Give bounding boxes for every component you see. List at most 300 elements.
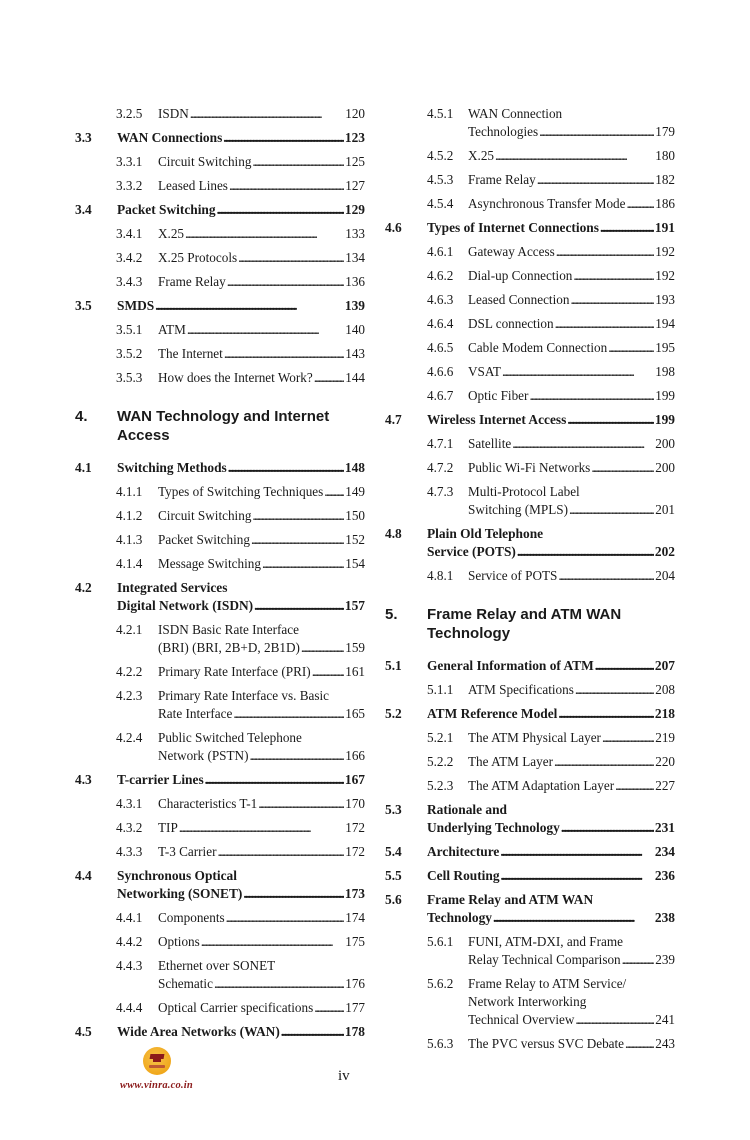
page-ref: 194 xyxy=(655,316,675,331)
section-title: SMDS xyxy=(117,298,155,313)
toc-entry[interactable] xyxy=(116,345,365,363)
page-ref: 120 xyxy=(345,106,365,121)
page-ref: 157 xyxy=(344,598,365,613)
section-number: 5.6.3 xyxy=(427,1036,454,1051)
toc-entry[interactable] xyxy=(116,795,365,813)
chapter-number: 4. xyxy=(75,408,88,425)
toc-entry[interactable] xyxy=(427,459,675,477)
leader-dots xyxy=(205,771,344,789)
leader-dots xyxy=(608,339,654,357)
toc-entry[interactable] xyxy=(385,843,675,861)
toc-entry[interactable] xyxy=(385,867,675,885)
toc-entry[interactable] xyxy=(116,933,365,951)
section-title: Rationale and xyxy=(427,802,507,817)
section-number: 5.2.3 xyxy=(427,778,454,793)
leader-dots xyxy=(281,1023,344,1041)
leader-dots xyxy=(314,999,344,1017)
section-title: Network Interworking xyxy=(468,994,587,1009)
page-ref: 179 xyxy=(655,124,675,139)
leader-dots xyxy=(575,1011,654,1029)
leader-dots xyxy=(555,315,655,333)
page-ref: 172 xyxy=(345,844,365,859)
leader-dots xyxy=(324,483,344,501)
chapter-heading[interactable] xyxy=(75,407,365,445)
leader-dots xyxy=(224,345,344,363)
leader-dots xyxy=(501,867,654,885)
toc-entry[interactable] xyxy=(116,621,365,657)
section-title: ISDN xyxy=(158,106,189,121)
section-number: 5.5 xyxy=(385,868,402,883)
leader-dots xyxy=(155,297,344,315)
page-ref: 243 xyxy=(655,1036,675,1051)
toc-entry[interactable] xyxy=(116,225,365,243)
page-ref: 176 xyxy=(345,976,365,991)
toc-entry[interactable] xyxy=(427,291,675,309)
section-title: Leased Lines xyxy=(158,178,228,193)
toc-entry[interactable] xyxy=(427,729,675,747)
section-number: 4.5.4 xyxy=(427,196,454,211)
section-title: Relay Technical Comparison xyxy=(468,952,621,967)
toc-entry[interactable] xyxy=(116,531,365,549)
leader-dots xyxy=(567,411,654,429)
toc-entry[interactable] xyxy=(427,243,675,261)
section-title: The ATM Physical Layer xyxy=(468,730,601,745)
section-number: 4.5.1 xyxy=(427,106,454,121)
page-ref: 186 xyxy=(655,196,675,211)
section-number: 3.2.5 xyxy=(116,106,143,121)
page-ref: 219 xyxy=(655,730,675,745)
leader-dots xyxy=(254,597,344,615)
toc-entry[interactable] xyxy=(427,483,675,519)
section-number: 4.4 xyxy=(75,868,92,883)
leader-dots xyxy=(625,1035,654,1053)
toc-entry[interactable] xyxy=(75,129,365,147)
section-title: Circuit Switching xyxy=(158,154,252,169)
toc-entry[interactable] xyxy=(427,975,675,1029)
leader-dots xyxy=(517,543,654,561)
leader-dots xyxy=(217,843,344,861)
leader-dots xyxy=(201,933,344,951)
section-title: X.25 Protocols xyxy=(158,250,238,265)
toc-entry[interactable] xyxy=(385,705,675,723)
page-ref: 177 xyxy=(345,1000,365,1015)
section-number: 3.5.1 xyxy=(116,322,143,337)
section-title: Technical Overview xyxy=(468,1012,575,1027)
toc-entry[interactable] xyxy=(427,681,675,699)
graduation-cap-icon xyxy=(143,1047,171,1075)
section-number: 5.6.2 xyxy=(427,976,454,991)
page-ref: 170 xyxy=(345,796,365,811)
toc-entry[interactable] xyxy=(116,105,365,123)
section-title: DSL connection xyxy=(468,316,554,331)
leader-dots xyxy=(214,975,344,993)
section-title: Packet Switching xyxy=(117,202,216,217)
toc-entry[interactable] xyxy=(385,411,675,429)
section-title: Service (POTS) xyxy=(427,544,516,559)
section-title: Networking (SONET) xyxy=(117,886,243,901)
page-ref: 198 xyxy=(655,364,675,379)
section-number: 4.5 xyxy=(75,1024,92,1039)
toc-entry[interactable] xyxy=(75,579,365,615)
leader-dots xyxy=(233,705,344,723)
toc-entry[interactable] xyxy=(427,147,675,165)
toc-entry[interactable] xyxy=(75,867,365,903)
leader-dots xyxy=(575,681,654,699)
section-title: ATM Specifications xyxy=(468,682,574,697)
section-title: Leased Connection xyxy=(468,292,570,307)
toc-entry[interactable] xyxy=(75,459,365,477)
page-ref: 227 xyxy=(655,778,675,793)
leader-dots xyxy=(615,777,654,795)
section-number: 4.3 xyxy=(75,772,92,787)
section-number: 4.4.4 xyxy=(116,1000,143,1015)
section-number: 4.5.3 xyxy=(427,172,454,187)
section-title: X.25 xyxy=(158,226,185,241)
leader-dots xyxy=(573,267,654,285)
section-number: 4.2.2 xyxy=(116,664,143,679)
section-number: 3.3.1 xyxy=(116,154,143,169)
section-number: 4.7 xyxy=(385,412,402,427)
chapter-number: 5. xyxy=(385,606,398,623)
page-ref: 204 xyxy=(655,568,675,583)
leader-dots xyxy=(314,369,345,387)
page-ref: 200 xyxy=(655,460,675,475)
toc-entry[interactable] xyxy=(116,999,365,1017)
section-number: 4.8.1 xyxy=(427,568,454,583)
leader-dots xyxy=(558,705,654,723)
page-ref: 239 xyxy=(655,952,675,967)
toc-entry[interactable] xyxy=(427,753,675,771)
leader-dots xyxy=(570,291,654,309)
section-title: Architecture xyxy=(427,844,500,859)
section-title: (BRI) (BRI, 2B+D, 2B1D) xyxy=(158,640,300,655)
page-ref: 201 xyxy=(655,502,675,517)
section-number: 4.1.2 xyxy=(116,508,143,523)
section-number: 5.6 xyxy=(385,892,402,907)
page-ref: 154 xyxy=(345,556,365,571)
leader-dots xyxy=(493,909,654,927)
toc-entry[interactable] xyxy=(116,957,365,993)
leader-dots xyxy=(187,321,344,339)
page-ref: 192 xyxy=(655,244,675,259)
toc-entry[interactable] xyxy=(116,273,365,291)
section-number: 5.3 xyxy=(385,802,402,817)
section-number: 3.5 xyxy=(75,298,92,313)
section-title: Public Switched Telephone xyxy=(158,730,302,745)
section-number: 4.6.7 xyxy=(427,388,454,403)
toc-entry[interactable] xyxy=(427,267,675,285)
section-title: Frame Relay to ATM Service/ xyxy=(468,976,627,991)
leader-dots xyxy=(502,363,654,381)
toc-entry[interactable] xyxy=(116,507,365,525)
section-title: Plain Old Telephone xyxy=(427,526,544,541)
leader-dots xyxy=(179,819,344,837)
page-ref: 173 xyxy=(344,886,365,901)
toc-entry[interactable] xyxy=(116,663,365,681)
toc-entry[interactable] xyxy=(427,435,675,453)
section-title: FUNI, ATM-DXI, and Frame xyxy=(468,934,623,949)
leader-dots xyxy=(312,663,345,681)
section-title: Cell Routing xyxy=(427,868,500,883)
page-ref: 192 xyxy=(655,268,675,283)
leader-dots xyxy=(226,909,345,927)
toc-entry[interactable] xyxy=(116,819,365,837)
toc-entry[interactable] xyxy=(116,177,365,195)
leader-dots xyxy=(249,747,344,765)
toc-entry[interactable] xyxy=(427,171,675,189)
leader-dots xyxy=(495,147,654,165)
page-ref: 129 xyxy=(344,202,365,217)
page-ref: 200 xyxy=(655,436,675,451)
section-title: X.25 xyxy=(468,148,495,163)
page-ref: 180 xyxy=(655,148,675,163)
toc-entry[interactable] xyxy=(427,933,675,969)
toc-entry[interactable] xyxy=(427,1035,675,1053)
page-ref: 172 xyxy=(345,820,365,835)
toc-entry[interactable] xyxy=(427,105,675,141)
leader-dots xyxy=(512,435,654,453)
chapter-heading[interactable] xyxy=(385,605,675,643)
page-ref: 166 xyxy=(345,748,365,763)
leader-dots xyxy=(558,567,654,585)
leader-dots xyxy=(258,795,344,813)
section-number: 4.6.4 xyxy=(427,316,454,331)
leader-dots xyxy=(227,273,344,291)
cap-base-shape xyxy=(153,1058,161,1062)
section-number: 4.5.2 xyxy=(427,148,454,163)
leader-dots xyxy=(591,459,654,477)
section-title: Network (PSTN) xyxy=(158,748,249,763)
section-number: 5.1 xyxy=(385,658,402,673)
section-title: General Information of ATM xyxy=(427,658,594,673)
section-number: 5.4 xyxy=(385,844,402,859)
page-ref: 165 xyxy=(345,706,365,721)
leader-dots xyxy=(262,555,344,573)
section-number: 3.5.3 xyxy=(116,370,143,385)
toc-entry[interactable] xyxy=(75,297,365,315)
leader-dots xyxy=(228,459,344,477)
toc-entry[interactable] xyxy=(116,321,365,339)
section-title: WAN Connection xyxy=(468,106,563,121)
section-title: Switching (MPLS) xyxy=(468,502,569,517)
section-title: Asynchronous Transfer Mode xyxy=(468,196,626,211)
section-title: ATM xyxy=(158,322,186,337)
page-ref: 174 xyxy=(345,910,365,925)
section-title: Cable Modem Connection xyxy=(468,340,608,355)
section-title: Optic Fiber xyxy=(468,388,529,403)
toc-entry[interactable] xyxy=(116,483,365,501)
leader-dots xyxy=(595,657,654,675)
section-title: Rate Interface xyxy=(158,706,233,721)
section-number: 4.6.5 xyxy=(427,340,454,355)
toc-entry[interactable] xyxy=(116,369,365,387)
page-ref: 207 xyxy=(654,658,675,673)
page-ref: 161 xyxy=(345,664,365,679)
section-title: Frame Relay xyxy=(158,274,226,289)
page-ref: 191 xyxy=(654,220,675,235)
section-number: 4.4.1 xyxy=(116,910,143,925)
toc-entry[interactable] xyxy=(116,249,365,267)
leader-dots xyxy=(500,843,654,861)
page-ref: 202 xyxy=(654,544,675,559)
section-number: 5.2 xyxy=(385,706,402,721)
section-title: Technologies xyxy=(468,124,539,139)
page-ref: 195 xyxy=(655,340,675,355)
leader-dots xyxy=(622,951,655,969)
leader-dots xyxy=(251,531,344,549)
footer-site-url[interactable]: www.vinra.co.in xyxy=(120,1080,193,1091)
section-title: Primary Rate Interface (PRI) xyxy=(158,664,311,679)
section-number: 4.1.4 xyxy=(116,556,143,571)
section-title: T-3 Carrier xyxy=(158,844,217,859)
section-number: 4.6.1 xyxy=(427,244,454,259)
section-number: 4.4.2 xyxy=(116,934,143,949)
section-number: 3.3 xyxy=(75,130,92,145)
leader-dots xyxy=(229,177,344,195)
toc-entry[interactable] xyxy=(116,687,365,723)
section-title: Wireless Internet Access xyxy=(427,412,567,427)
toc-entry[interactable] xyxy=(427,777,675,795)
toc-entry[interactable] xyxy=(385,657,675,675)
logo-text-shape xyxy=(149,1065,165,1068)
toc-entry[interactable] xyxy=(427,315,675,333)
toc-entry[interactable] xyxy=(427,387,675,405)
section-number: 4.7.1 xyxy=(427,436,454,451)
page-ref: 193 xyxy=(655,292,675,307)
page-ref: 220 xyxy=(655,754,675,769)
section-number: 4.7.3 xyxy=(427,484,454,499)
toc-entry[interactable] xyxy=(385,525,675,561)
section-title: Options xyxy=(158,934,200,949)
page-ref: 125 xyxy=(345,154,365,169)
section-title: WAN Connections xyxy=(117,130,223,145)
section-title: Multi-Protocol Label xyxy=(468,484,580,499)
chapter-title: Frame Relay and ATM WAN xyxy=(427,606,622,623)
section-title: Schematic xyxy=(158,976,213,991)
toc-entry[interactable] xyxy=(75,771,365,789)
toc-entry[interactable] xyxy=(116,909,365,927)
section-title: T-carrier Lines xyxy=(117,772,204,787)
toc-entry[interactable] xyxy=(385,219,675,237)
page-ref: 133 xyxy=(345,226,365,241)
page-ref: 167 xyxy=(344,772,365,787)
page-ref: 238 xyxy=(654,910,675,925)
leader-dots xyxy=(238,249,344,267)
page-ref: 199 xyxy=(655,388,675,403)
section-number: 4.6.2 xyxy=(427,268,454,283)
section-number: 3.4 xyxy=(75,202,92,217)
page-number: iv xyxy=(338,1068,350,1084)
toc-entry[interactable] xyxy=(427,363,675,381)
section-title: Integrated Services xyxy=(117,580,228,595)
leader-dots xyxy=(539,123,654,141)
section-number: 3.3.2 xyxy=(116,178,143,193)
page-ref: 127 xyxy=(345,178,365,193)
chapter-title: Access xyxy=(117,427,170,444)
page-ref: 199 xyxy=(654,412,675,427)
leader-dots xyxy=(243,885,344,903)
section-title: The Internet xyxy=(158,346,223,361)
page-ref: 134 xyxy=(345,250,365,265)
page-ref: 182 xyxy=(655,172,675,187)
toc-entry[interactable] xyxy=(116,555,365,573)
leader-dots xyxy=(556,243,654,261)
section-number: 5.2.2 xyxy=(427,754,454,769)
section-title: Synchronous Optical xyxy=(117,868,237,883)
section-title: The ATM Layer xyxy=(468,754,553,769)
page-ref: 136 xyxy=(345,274,365,289)
section-number: 4.4.3 xyxy=(116,958,143,973)
toc-entry[interactable] xyxy=(427,567,675,585)
toc-entry[interactable] xyxy=(385,891,675,927)
page-ref: 144 xyxy=(345,370,365,385)
section-title: ATM Reference Model xyxy=(427,706,558,721)
section-title: The ATM Adaptation Layer xyxy=(468,778,615,793)
section-title: ISDN Basic Rate Interface xyxy=(158,622,299,637)
section-title: Wide Area Networks (WAN) xyxy=(117,1024,280,1039)
leader-dots xyxy=(190,105,344,123)
toc-entry[interactable] xyxy=(75,1023,365,1041)
section-number: 5.2.1 xyxy=(427,730,454,745)
section-title: Digital Network (ISDN) xyxy=(117,598,254,613)
page-ref: 208 xyxy=(655,682,675,697)
section-title: Underlying Technology xyxy=(427,820,560,835)
section-title: How does the Internet Work? xyxy=(158,370,313,385)
toc-entry[interactable] xyxy=(75,201,365,219)
page-ref: 150 xyxy=(345,508,365,523)
toc-entry[interactable] xyxy=(116,153,365,171)
section-number: 3.4.3 xyxy=(116,274,143,289)
page-ref: 152 xyxy=(345,532,365,547)
section-number: 4.8 xyxy=(385,526,402,541)
leader-dots xyxy=(223,129,344,147)
section-number: 4.7.2 xyxy=(427,460,454,475)
leader-dots xyxy=(252,507,344,525)
section-number: 4.6 xyxy=(385,220,402,235)
toc-entry[interactable] xyxy=(427,195,675,213)
toc-entry[interactable] xyxy=(116,843,365,861)
page-ref: 123 xyxy=(344,130,365,145)
section-title: VSAT xyxy=(468,364,501,379)
section-title: Circuit Switching xyxy=(158,508,252,523)
leader-dots xyxy=(252,153,344,171)
section-number: 4.1.1 xyxy=(116,484,143,499)
leader-dots xyxy=(561,819,654,837)
section-number: 4.2 xyxy=(75,580,92,595)
toc-entry[interactable] xyxy=(427,339,675,357)
leader-dots xyxy=(554,753,654,771)
page-ref: 143 xyxy=(345,346,365,361)
section-title: Components xyxy=(158,910,225,925)
section-number: 4.2.1 xyxy=(116,622,143,637)
page-ref: 159 xyxy=(345,640,365,655)
section-number: 5.1.1 xyxy=(427,682,454,697)
page-ref: 140 xyxy=(345,322,365,337)
page-ref: 148 xyxy=(344,460,365,475)
section-title: Types of Internet Connections xyxy=(427,220,599,235)
section-title: TIP xyxy=(158,820,178,835)
section-title: Frame Relay and ATM WAN xyxy=(427,892,594,907)
section-title: Types of Switching Techniques xyxy=(158,484,324,499)
page-ref: 149 xyxy=(345,484,365,499)
toc-entry[interactable] xyxy=(385,801,675,837)
page-ref: 218 xyxy=(654,706,675,721)
section-number: 4.6.3 xyxy=(427,292,454,307)
section-number: 3.4.1 xyxy=(116,226,143,241)
leader-dots xyxy=(185,225,344,243)
toc-entry[interactable] xyxy=(116,729,365,765)
leader-dots xyxy=(529,387,654,405)
